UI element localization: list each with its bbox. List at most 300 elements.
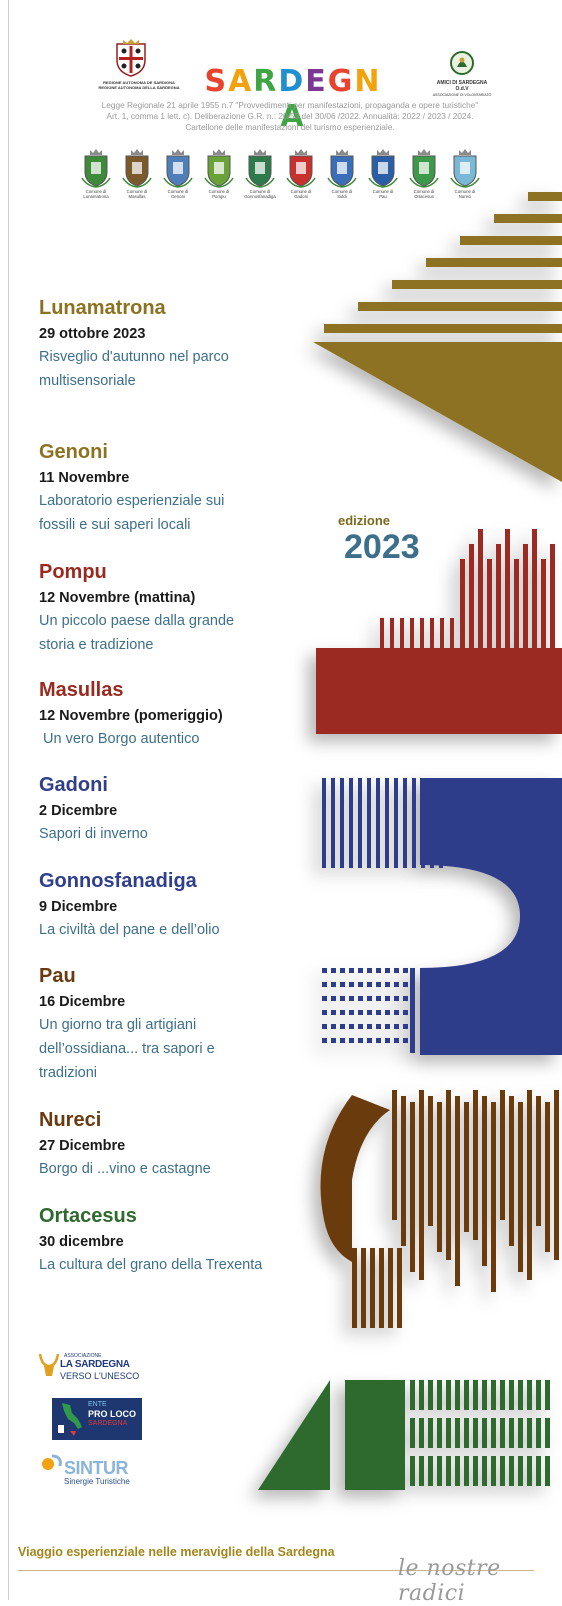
municipality-crests (76, 148, 496, 213)
event-location: Lunamatrona (39, 297, 166, 319)
event-description-line: dell’ossidiana... tra sapori e (39, 1041, 215, 1057)
assoc-logo (449, 50, 475, 76)
event-description-line: multisensoriale (39, 373, 136, 389)
title-letter: R (253, 64, 279, 99)
brown-bar (437, 1102, 442, 1252)
green-bar (446, 1456, 451, 1486)
crest-label-prefix: Comune di (167, 189, 189, 194)
association-name (432, 80, 492, 98)
event-location: Gonnosfanadiga (39, 870, 197, 892)
blue-dot (394, 982, 399, 987)
green-bar (545, 1418, 550, 1448)
red-bar-short (400, 618, 404, 648)
sintur-swirl-icon (40, 1452, 64, 1476)
event-item (39, 560, 339, 657)
green-bar (491, 1380, 496, 1410)
green-bar (491, 1456, 496, 1486)
crest-label (322, 189, 362, 199)
green-bar (446, 1418, 451, 1448)
green-bar (473, 1418, 478, 1448)
event-item (39, 678, 339, 751)
event-item (39, 964, 339, 1085)
red-bar (478, 529, 483, 734)
event-date: 9 Dicembre (39, 899, 118, 915)
brown-bar (554, 1090, 559, 1260)
event-description-line: fossili e sui saperi locali (39, 517, 191, 533)
title-letter: D (278, 64, 306, 99)
title-letter: S (204, 64, 229, 99)
blue-dot (394, 968, 399, 973)
event-description (39, 609, 339, 657)
crest-label-prefix: Comune di (454, 189, 476, 194)
blue-bar-top (340, 778, 344, 868)
green-bar (545, 1380, 550, 1410)
event-description (39, 1253, 339, 1277)
gold-stripe (528, 192, 562, 201)
brown-bar (527, 1090, 532, 1280)
event-description (39, 1157, 339, 1181)
blue-dot (376, 982, 381, 987)
blue-bar-bottom (460, 968, 465, 1053)
red-bar-short (410, 618, 414, 648)
blue-dot (376, 1024, 381, 1029)
title-letter: A (228, 64, 254, 99)
brown-bar-low (397, 1248, 402, 1328)
municipality-crest (404, 148, 444, 199)
footer-signature: le nostre radici (398, 1556, 501, 1606)
green-bar (446, 1380, 451, 1410)
event-item (39, 1204, 339, 1277)
event-description (39, 918, 339, 942)
blue-dot (349, 1038, 354, 1043)
blue-dot (349, 1010, 354, 1015)
event-description (39, 822, 339, 846)
crest-label (404, 189, 444, 199)
blue-dot (367, 982, 372, 987)
event-description (39, 345, 339, 393)
event-item (39, 773, 339, 846)
crest-label-name: Siddi (337, 194, 347, 199)
red-bar (460, 559, 465, 734)
crest-label-name: Gadoni (294, 194, 308, 199)
blue-dot (349, 968, 354, 973)
crest-label (240, 189, 280, 199)
brown-bar (410, 1102, 415, 1272)
event-date: 30 dicembre (39, 1234, 124, 1250)
crest-label-name: Masullas (128, 194, 146, 199)
green-bar (410, 1418, 415, 1448)
blue-dot (367, 1038, 372, 1043)
event-date: 12 Novembre (mattina) (39, 590, 196, 606)
green-bar (455, 1380, 460, 1410)
green-bar (464, 1380, 469, 1410)
brown-bar (419, 1090, 424, 1280)
event-date: 29 ottobre 2023 (39, 326, 146, 342)
brown-bar (473, 1090, 478, 1240)
green-bar (536, 1456, 541, 1486)
blue-bar-bottom (420, 968, 425, 1053)
municipality-crest (445, 148, 485, 199)
footer-tagline: Viaggio esperienziale nelle meraviglie della Sardegna (18, 1545, 335, 1559)
blue-bar-bottom (500, 968, 505, 1053)
red-bar (505, 529, 510, 734)
blue-dot (403, 1010, 408, 1015)
municipality-crest (240, 148, 280, 199)
coat-of-arms-icon (245, 148, 275, 188)
blue-bar-top (421, 778, 425, 868)
crest-label-prefix: Comune di (249, 189, 271, 194)
region-name-line-1: REGIONE AUTONOMA DE SARDIGNA (103, 80, 175, 85)
crest-label-name: Pau (379, 194, 387, 199)
brown-bar (518, 1102, 523, 1272)
gold-stripe (460, 236, 562, 245)
event-item (39, 1108, 339, 1181)
sponsor-sardegna-unesco (38, 1348, 148, 1384)
municipality-crest (322, 148, 362, 199)
green-bar (518, 1456, 523, 1486)
crest-label (117, 189, 157, 199)
crest-label (76, 189, 116, 199)
crest-label-prefix: Comune di (85, 189, 107, 194)
edition-year: 2023 (344, 528, 420, 566)
association-emblem-icon (449, 50, 475, 76)
crest-label (158, 189, 198, 199)
title-letter: N (354, 64, 382, 99)
blue-dot (340, 982, 345, 987)
blue-dot (358, 968, 363, 973)
italy-map-icon (54, 1399, 88, 1439)
green-bar (410, 1456, 415, 1486)
sponsor-proloco-line3: SARDEGNA (88, 1420, 128, 1427)
region-crest-icon (113, 38, 149, 78)
sponsor-proloco-line1: ENTE (88, 1401, 107, 1408)
brown-bar (464, 1102, 469, 1232)
brown-bar-low (361, 1248, 366, 1328)
gold-stripe (494, 214, 562, 223)
event-description-line: La cultura del grano della Trexenta (39, 1257, 263, 1273)
crest-label-name: Genoni (171, 194, 185, 199)
brown-bar (455, 1096, 460, 1286)
blue-dot (385, 996, 390, 1001)
blue-dot (376, 968, 381, 973)
blue-bar-top (412, 778, 416, 868)
association-subtitle: ASSOCIAZIONE DI VOLONTARIATO (432, 93, 492, 97)
green-bar (437, 1418, 442, 1448)
red-bar (487, 559, 492, 734)
green-bar (545, 1456, 550, 1486)
green-bar (410, 1380, 415, 1410)
blue-dot (385, 1010, 390, 1015)
green-bar (437, 1380, 442, 1410)
blue-dot (403, 1038, 408, 1043)
event-description-line: Un giorno tra gli artigiani (39, 1017, 197, 1033)
red-bar (550, 544, 555, 734)
brown-bar (500, 1090, 505, 1220)
blue-bar-bottom (430, 968, 435, 1053)
blue-dot (376, 1038, 381, 1043)
crest-label-name: Gonnosfanadiga (244, 194, 276, 199)
green-bar (527, 1456, 532, 1486)
blue-dot (367, 1024, 372, 1029)
blue-dot (367, 968, 372, 973)
sponsor-pro-loco (52, 1398, 142, 1440)
title-letter: G (327, 64, 355, 99)
event-date: 2 Dicembre (39, 803, 118, 819)
event-description (39, 1013, 339, 1085)
coat-of-arms-icon (409, 148, 439, 188)
region-logo (113, 38, 149, 78)
brown-bar-low (379, 1248, 384, 1328)
red-bar-short (430, 618, 434, 648)
law-reference (70, 100, 510, 133)
green-bar (473, 1380, 478, 1410)
green-bar (419, 1418, 424, 1448)
brown-bar (536, 1096, 541, 1226)
municipality-crest (363, 148, 403, 199)
blue-dot (349, 1024, 354, 1029)
red-bar-short (420, 618, 424, 648)
green-bar (464, 1456, 469, 1486)
brown-bar (446, 1090, 451, 1260)
green-bar (527, 1380, 532, 1410)
green-bar (536, 1418, 541, 1448)
blue-dot (394, 1038, 399, 1043)
brown-bar (392, 1090, 397, 1220)
blue-dot (340, 1038, 345, 1043)
crest-label-name: Pompu (212, 194, 226, 199)
crest-label-prefix: Comune di (208, 189, 230, 194)
green-bar (482, 1380, 487, 1410)
red-bar (541, 559, 546, 734)
green-bar (500, 1418, 505, 1448)
sponsor-unesco-sub: VERSO L'UNESCO (60, 1371, 140, 1381)
sponsor-sintur-main: SINTUR (64, 1458, 128, 1478)
blue-bar-bottom (410, 968, 415, 1053)
event-date: 27 Dicembre (39, 1138, 126, 1154)
brown-bar (509, 1096, 514, 1246)
brown-bar-low (370, 1248, 375, 1328)
municipality-crest (117, 148, 157, 199)
blue-bar-bottom (470, 968, 475, 1053)
blue-dot (349, 996, 354, 1001)
green-bar (455, 1418, 460, 1448)
green-bar (464, 1418, 469, 1448)
event-description-line: Un piccolo paese dalla grande (39, 613, 235, 629)
event-location: Pau (39, 965, 76, 987)
event-description-line: La civiltà del pane e dell’olio (39, 922, 220, 938)
blue-bar-top (430, 778, 434, 868)
municipality-crest (281, 148, 321, 199)
event-location: Masullas (39, 679, 124, 701)
blue-dot (358, 1024, 363, 1029)
blue-dot (403, 968, 408, 973)
crest-label-name: Ortacesus (414, 194, 434, 199)
blue-dot (358, 1010, 363, 1015)
event-location: Ortacesus (39, 1205, 137, 1227)
crest-label (445, 189, 485, 199)
crest-label-name: Lunamatrona (83, 194, 109, 199)
blue-dot (340, 996, 345, 1001)
event-description-line: Borgo di ...vino e castagne (39, 1161, 211, 1177)
green-block (345, 1380, 405, 1490)
green-bar (428, 1456, 433, 1486)
brown-bar-low (388, 1248, 393, 1328)
blue-dot (340, 968, 345, 973)
green-bar (518, 1380, 523, 1410)
event-date: 16 Dicembre (39, 994, 126, 1010)
gold-triangle (313, 342, 562, 482)
blue-bar-bottom (480, 968, 485, 1053)
brown-bar (491, 1102, 496, 1292)
green-bar (428, 1380, 433, 1410)
green-bar (455, 1456, 460, 1486)
event-item (39, 869, 339, 942)
green-triangle (258, 1380, 330, 1490)
blue-dot (394, 1010, 399, 1015)
event-location: Genoni (39, 441, 108, 463)
event-description-line: Laboratorio esperienziale sui (39, 493, 225, 509)
event-description-line: storia e tradizione (39, 637, 154, 653)
green-bar (419, 1380, 424, 1410)
green-bar (473, 1456, 478, 1486)
blue-dot (340, 1024, 345, 1029)
crest-label-prefix: Comune di (413, 189, 435, 194)
blue-dot (349, 982, 354, 987)
blue-dot (385, 968, 390, 973)
blue-dot (376, 996, 381, 1001)
red-bar (523, 544, 528, 734)
green-bar (536, 1380, 541, 1410)
green-bar (428, 1418, 433, 1448)
green-bar (509, 1418, 514, 1448)
blue-bar-top (439, 778, 443, 868)
blue-bar-bottom (490, 968, 495, 1053)
red-bar-short (380, 618, 384, 648)
event-location: Gadoni (39, 774, 108, 796)
green-bar (482, 1456, 487, 1486)
green-bar (482, 1418, 487, 1448)
coat-of-arms-icon (286, 148, 316, 188)
blue-bar-top (349, 778, 353, 868)
municipality-crest (158, 148, 198, 199)
green-bar (509, 1380, 514, 1410)
green-bar (518, 1418, 523, 1448)
event-description (39, 489, 339, 537)
sponsor-sintur-sub: Sinergie Turistiche (64, 1477, 130, 1486)
gold-stripe (392, 280, 562, 289)
red-bar-short (390, 618, 394, 648)
green-bar (419, 1456, 424, 1486)
brown-bar (545, 1102, 550, 1252)
brown-bar (428, 1096, 433, 1226)
brown-bar (482, 1096, 487, 1266)
blue-dot (385, 1038, 390, 1043)
title-letter: A (280, 99, 306, 134)
crest-label-prefix: Comune di (331, 189, 353, 194)
red-bar-short (450, 618, 454, 648)
law-line-2: Art. 1, comma 1 lett. c). Deliberazione G.R. n.: 20/53 del 30/06 /2022. Annualità: 2022 / 2023 / 2024. (106, 111, 474, 121)
sponsor-proloco-line2: PRO LOCO (88, 1409, 137, 1419)
green-bar (491, 1418, 496, 1448)
event-description-line: tradizioni (39, 1065, 98, 1081)
green-bar (500, 1380, 505, 1410)
edition-badge (338, 514, 420, 566)
crest-label-prefix: Comune di (290, 189, 312, 194)
region-name-line-2: REGIONE AUTONOMA DELLA SARDEGNA (98, 85, 180, 90)
event-date: 12 Novembre (pomeriggio) (39, 708, 223, 724)
brown-bar (401, 1096, 406, 1246)
region-name (93, 80, 185, 90)
blue-dot (394, 1024, 399, 1029)
gold-stripe (358, 302, 562, 311)
blue-dot (403, 982, 408, 987)
green-bar (527, 1418, 532, 1448)
blue-dot (358, 996, 363, 1001)
green-bar (500, 1456, 505, 1486)
blue-bar-bottom (440, 968, 445, 1053)
law-line-3: Cartellone delle manifestazioni del turismo esperienziale. (185, 122, 395, 132)
crest-label-name: Nureci (458, 194, 472, 199)
red-bar (532, 529, 537, 734)
coat-of-arms-icon (122, 148, 152, 188)
title-letter: E (305, 64, 328, 99)
brown-bar-low (352, 1248, 357, 1328)
blue-dot (385, 982, 390, 987)
coat-of-arms-icon (368, 148, 398, 188)
coat-of-arms-icon (450, 148, 480, 188)
blue-bar-top (376, 778, 380, 868)
municipality-crest (199, 148, 239, 199)
blue-dot (367, 1010, 372, 1015)
coat-of-arms-icon (163, 148, 193, 188)
event-description-line: Un vero Borgo autentico (39, 731, 200, 747)
blue-bar-bottom (450, 968, 455, 1053)
event-description (39, 727, 339, 751)
coat-of-arms-icon (81, 148, 111, 188)
blue-dot (403, 1024, 408, 1029)
blue-dot (394, 996, 399, 1001)
red-bar-short (440, 618, 444, 648)
sponsor-unesco-main: LA SARDEGNA (60, 1359, 130, 1370)
blue-bar-top (403, 778, 407, 868)
crest-label-prefix: Comune di (126, 189, 148, 194)
blue-dot (340, 1010, 345, 1015)
blue-dot (403, 996, 408, 1001)
crest-label (363, 189, 403, 199)
blue-dot (367, 996, 372, 1001)
red-bar (469, 544, 474, 734)
coat-of-arms-icon (327, 148, 357, 188)
municipality-crest (76, 148, 116, 199)
gold-stripe (426, 258, 562, 267)
blue-dot (358, 982, 363, 987)
red-bar (496, 544, 501, 734)
law-line-1: Legge Regionale 21 aprile 1955 n.7 "Provvedimenti per manifestazioni, propaganda e opere turistiche" (101, 100, 479, 110)
blue-bar-top (394, 778, 398, 868)
crest-label (281, 189, 321, 199)
sponsor-sintur (40, 1450, 150, 1490)
gold-stripe (324, 324, 562, 333)
coat-of-arms-icon (204, 148, 234, 188)
blue-dot (358, 1038, 363, 1043)
blue-bar-top (385, 778, 389, 868)
crest-label-prefix: Comune di (372, 189, 394, 194)
event-description-line: Sapori di inverno (39, 826, 148, 842)
event-date: 11 Novembre (39, 470, 130, 486)
event-location: Nureci (39, 1109, 102, 1131)
crest-label (199, 189, 239, 199)
blue-bar-top (367, 778, 371, 868)
